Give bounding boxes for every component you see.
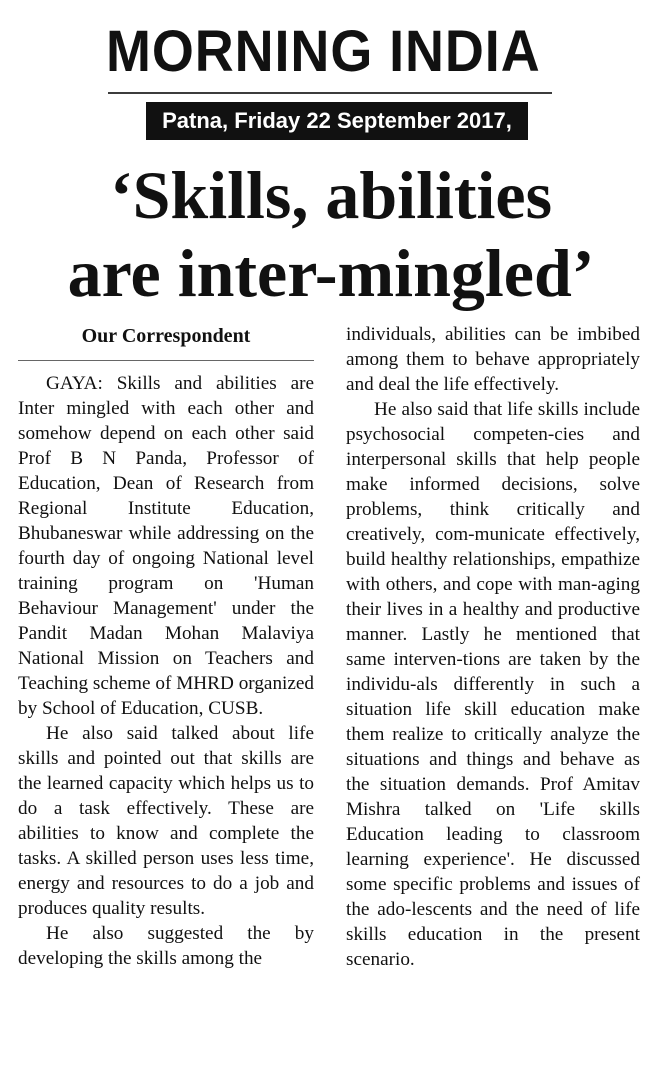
byline-rule xyxy=(18,360,314,361)
dateline: Patna, Friday 22 September 2017, xyxy=(146,102,528,140)
article-paragraph: He also said that life skills include psychosocial competen-cies and interpersonal skills that help people make informed decisions, solve problems, think critically and creatively, com-municate effectively, build healthy relationships, empathize with others, and cope with man-aging their lives in a healthy and productive manner. Lastly he mentioned that same interven-tions are taken by the individu-als differently in such a situation life skill education make them realize to critically analyze the situations and things and behave as the situation demands. Prof Amitav Mishra talked on 'Life skills Education leading to classroom learning experience'. He discussed some specific problems and issues of the ado-lescents and the need of life skills education in the present scenario. xyxy=(346,399,640,970)
headline xyxy=(0,156,662,312)
newspaper-name: MORNING INDIA xyxy=(106,19,541,84)
article-column-right xyxy=(346,322,640,972)
headline-line-1: ‘Skills, abilities xyxy=(109,157,553,233)
article-paragraph: GAYA: Skills and abilities are Inter mingled with each other and somehow depend on each other said Prof B N Panda, Professor of Education, Dean of Research from Regional Institute Education, Bhubaneswar while addressing on the fourth day of ongoing National level training program on 'Human Behaviour Management' under the Pandit Madan Mohan Malaviya National Mission on Teachers and Teaching scheme of MHRD organized by School of Education, CUSB. xyxy=(18,373,314,719)
article-column-left xyxy=(18,320,314,971)
article-paragraph: individuals, abilities can be imbibed among them to behave appropriately and deal the life effectively. xyxy=(346,324,640,395)
byline: Our Correspondent xyxy=(81,325,251,347)
masthead-rule xyxy=(108,92,552,94)
article-paragraph: He also suggested the by developing the skills among the xyxy=(18,923,314,969)
headline-line-2: are inter-mingled’ xyxy=(67,235,595,311)
masthead xyxy=(100,16,560,94)
article-paragraph: He also said talked about life skills and pointed out that skills are the learned capacity which helps us to do a task effectively. These are abilities to know and complete the tasks. A skilled person uses less time, energy and resources to do a job and produces quality results. xyxy=(18,723,314,919)
